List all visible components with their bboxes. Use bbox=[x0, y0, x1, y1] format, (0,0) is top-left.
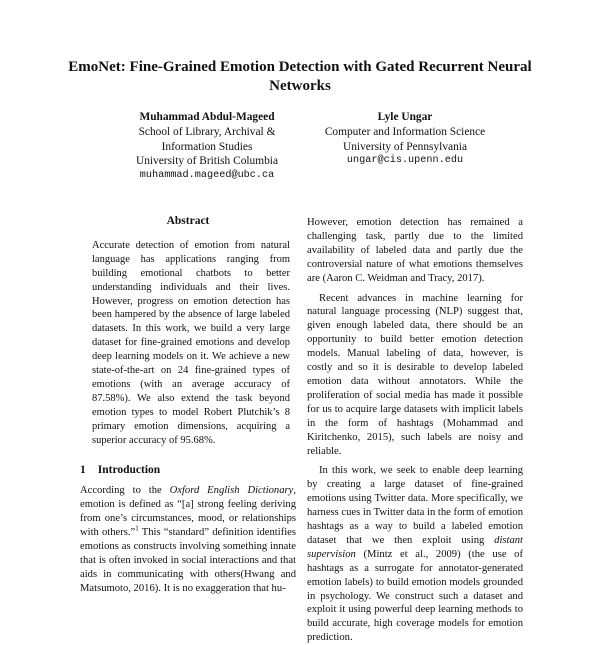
author-2-email: ungar@cis.upenn.edu bbox=[346, 155, 464, 167]
author-1-affiliation-line-3: University of British Columbia bbox=[135, 155, 279, 168]
right-paragraph-3 bbox=[307, 464, 523, 645]
author-1-email: muhammad.mageed@ubc.ca bbox=[139, 170, 275, 182]
section-heading-introduction bbox=[80, 464, 296, 478]
abstract-heading: Abstract bbox=[166, 215, 210, 227]
right-p3-text-a: In this work, we seek to enable deep learning by creating a large dataset of fine-grained emotions using Twitter data. More specifically, we harness cues in Twitter data in the form of emotion hashtags as a way to build a labeled emotion dataset that we then exploit using bbox=[307, 465, 523, 546]
author-1-name: Muhammad Abdul-Mageed bbox=[139, 111, 275, 123]
distant-supervision-term: distant supervision bbox=[307, 534, 523, 560]
author-2 bbox=[290, 110, 520, 169]
right-p3-text-b: (Mintz et al., 2009) (the use of hashtags as a surrogate for annotator-generated emotion labels) to build emotion models grounded in psychology. We construct such a dataset and exploit it using powerful deep learning methods to build accurate, high coverage models for emotion prediction. bbox=[307, 548, 523, 644]
right-column bbox=[307, 216, 523, 645]
author-2-name: Lyle Ungar bbox=[377, 111, 433, 123]
author-1-affiliation-line-2: Information Studies bbox=[161, 140, 253, 153]
right-paragraph-1: However, emotion detection has remained a challenging task, partly due to the limited availability of labeled data and partly due the controversial nature of what emotions themselves are (Aaron C. Weidman and Tracy, 2017). bbox=[307, 217, 523, 284]
section-number: 1 bbox=[80, 463, 86, 476]
dictionary-name: Oxford English Dictionary bbox=[169, 485, 294, 497]
author-1-affiliation-line-1: School of Library, Archival & bbox=[138, 125, 276, 138]
intro-paragraph-1 bbox=[80, 484, 296, 595]
right-paragraph-2: Recent advances in machine learning for natural language processing (NLP) suggest that, given enough labeled data, there should be an opportunity to build better emotion detection models. Manual labeling of data, however, is costly and so it is desirable to develop labeled emotion data without annotators. While the proliferation of social media has made it possible for us to acquire large datasets with implicit labels in the form of hashtags (Mohammad and Kiritchenko, 2015), such labels are noisy and reliable. bbox=[307, 292, 523, 457]
author-1 bbox=[92, 110, 322, 184]
footnote-marker: 1 bbox=[135, 524, 139, 533]
intro-text-c: This “standard” definition identifies emotions as constructs involving something innate that is often invoked in social interactions and that aids in communicating with others(Hwang and Matsumoto, 2016). It is no exaggeration that hu- bbox=[80, 527, 296, 594]
intro-text-b: , emotion is defined as “[a] strong feeling deriving from one’s circumstances, mood, or relationships with others.” bbox=[80, 485, 297, 539]
paper-title: EmoNet: Fine-Grained Emotion Detection with Gated Recurrent Neural Networks bbox=[68, 59, 532, 94]
author-2-affiliation-line-2: University of Pennsylvania bbox=[342, 140, 467, 153]
left-column bbox=[80, 215, 296, 596]
intro-text-a: According to the bbox=[80, 485, 170, 497]
author-2-affiliation-line-1: Computer and Information Science bbox=[324, 125, 486, 138]
section-title: Introduction bbox=[97, 463, 161, 476]
abstract-text: Accurate detection of emotion from natural language has applications ranging from building emotional chatbots to better understanding individuals and their lives. However, progress on emotion detection has been hampered by the absence of large labeled datasets. In this work, we build a very large dataset for fine-grained emotions and develop deep learning models on it. We achieve a new state-of-the-art on 24 fine-grained types of emotions (with an average accuracy of 87.58%). We also extend the task beyond emotion types to model Robert Plutchik’s 8 primary emotion dimensions, acquiring a superior accuracy of 95.68%. bbox=[92, 239, 290, 446]
